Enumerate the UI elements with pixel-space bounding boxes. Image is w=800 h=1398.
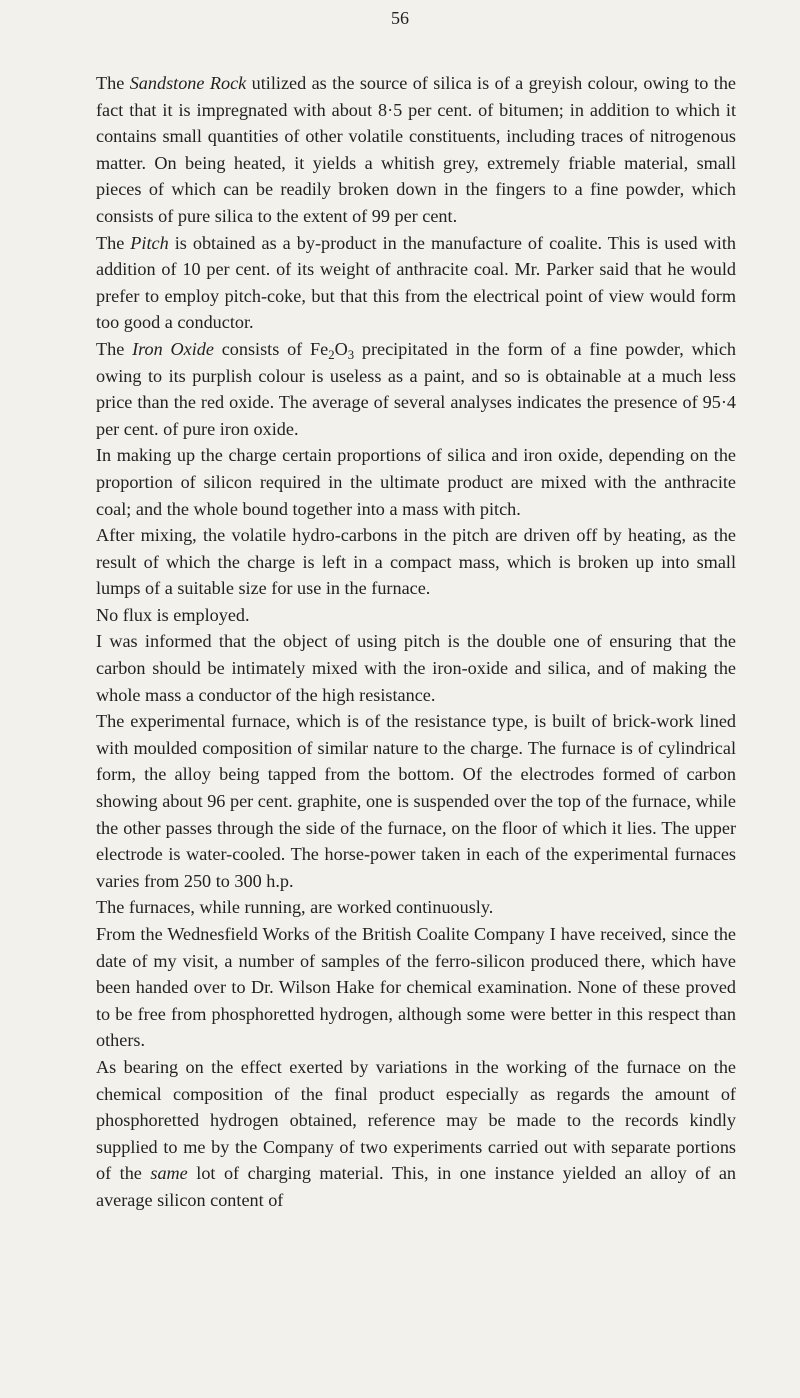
paragraph-samples: From the Wednesfield Works of the British Coalite Company I have received, since the date of my visit, a number of samples of the ferro-silicon produced there, which have been handed over to Dr. Wilson Hake for chemical examination. None of these proved to be free from phosphoretted hydrogen, although some were better in this respect than others. [96,924,736,1051]
paragraph-mixing: After mixing, the volatile hydro-carbons in the pitch are driven off by heating, as the result of which the charge is left in a compact mass, which is broken up into small lumps of a suitable size for use in the furnace. [96,525,736,599]
term-iron-oxide: Iron Oxide [132,338,214,359]
paragraph-running: The furnaces, while running, are worked continuously. [96,897,494,918]
paragraph-sandstone: The Sandstone Rock utilized as the source of silica is of a greyish colour, owing to the fact that it is impregnated with about 8·5 per cent. of bitumen; in addition to which it contains small quantities of other volatile constituents, including traces of nitrogenous matter. On being heated, it yields a whitish grey, extremely friable material, small pieces of which can be readily broken down in the fingers to a fine powder, which consists of pure silica to the extent of 99 per cent. [96,73,736,226]
paragraph-object: I was informed that the object of using pitch is the double one of ensuring that the carbon should be intimately mixed with the iron-oxide and silica, and of making the whole mass a conductor of the high resistance. [96,631,736,705]
term-pitch: Pitch [130,232,169,253]
term-same: same [150,1163,188,1184]
paragraph-flux: No flux is employed. [96,604,250,625]
paragraph-furnace: The experimental furnace, which is of the resistance type, is built of brick-work lined with moulded composition of similar nature to the charge. The furnace is of cylindrical form, the alloy being tapped from the bottom. Of the electrodes formed of carbon showing about 96 per cent. graphite, one is suspended over the top of the furnace, while the other passes through the side of the furnace, on the floor of which it lies. The upper electrode is water-cooled. The horse-power taken in each of the experimental furnaces varies from 250 to 300 h.p. [96,711,736,891]
paragraph-charge: In making up the charge certain proportions of silica and iron oxide, depending on the proportion of silicon required in the ultimate product are mixed with the anthracite coal; and the whole bound together into a mass with pitch. [96,445,736,519]
chemical-formula: $Fe_2O_3$ [310,338,355,362]
body-text [96,70,736,1214]
paragraph-pitch: The Pitch is obtained as a by-product in the manufacture of coalite. This is used with addition of 10 per cent. of its weight of anthracite coal. Mr. Parker said that he would prefer to employ pitch-coke, but that this from the electrical point of view would form too good a conductor. [96,232,736,333]
paragraph-records: As bearing on the effect exerted by variations in the working of the furnace on the chemical composition of the final product especially as regards the amount of phosphoretted hydrogen obtained, reference may be made to the records kindly supplied to me by the Company of two experiments carried out with separate portions of the same lot of charging material. This, in one instance yielded an alloy of an average silicon content of [96,1056,736,1210]
page-number: 56 [391,8,409,28]
paragraph-iron-oxide: The Iron Oxide consists of $Fe_2O_3$ precipitated in the form of a fine powder, which owing to its purplish colour is useless as a paint, and so is obtainable at a much less price than the red oxide. The average of several analyses indicates the presence of 95·4 per cent. of pure iron oxide. [96,338,736,439]
term-sandstone-rock: Sandstone Rock [129,73,247,93]
